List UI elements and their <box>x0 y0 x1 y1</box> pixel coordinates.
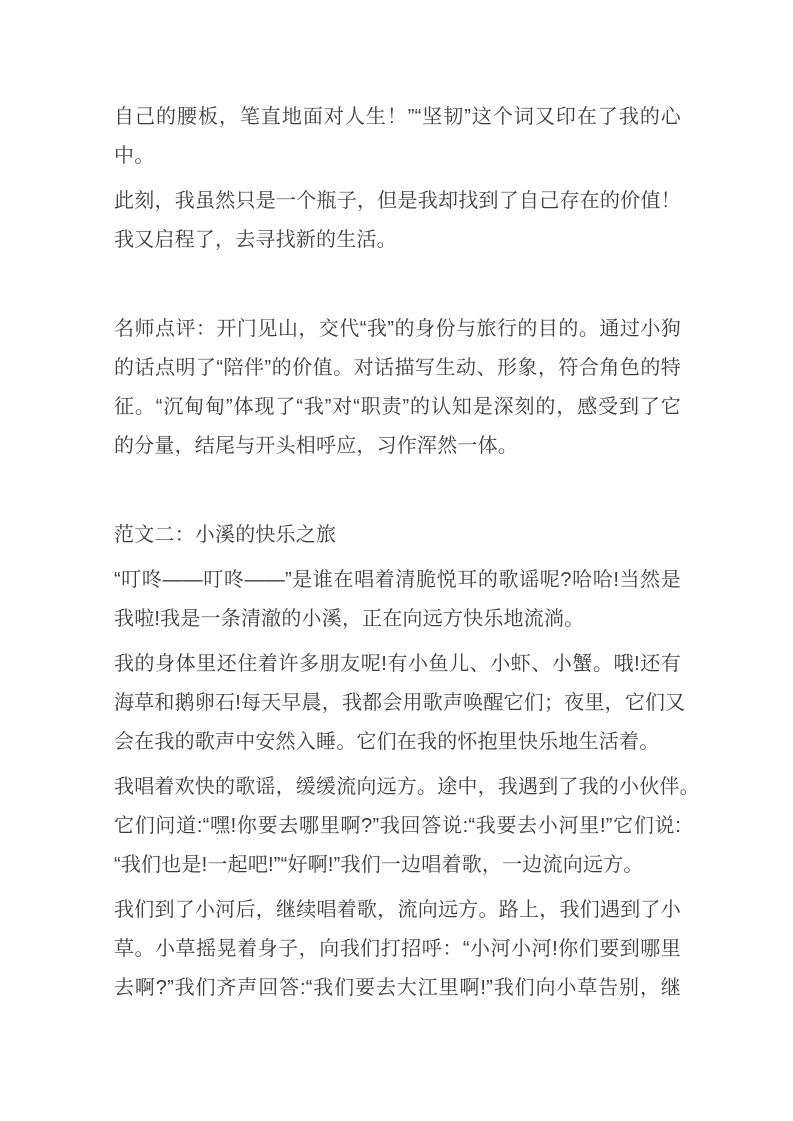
document-content <box>114 98 700 1014</box>
text-line: 去啊?”我们齐声回答:“我们要去大江里啊!”我们向小草告别，继 <box>114 977 681 999</box>
section-gap <box>114 266 681 310</box>
text-line: 它们问道:“嘿!你要去哪里啊?”我回答说:“我要去小河里!”它们说: <box>114 815 681 837</box>
essay2-river-grass <box>114 891 681 1008</box>
text-line: 范文二：小溪的快乐之旅 <box>114 524 337 546</box>
text-line: “我们也是!一起吧!”“好啊!”我们一边唱着歌，一边流向远方。 <box>114 854 644 876</box>
text-line: 我又启程了，去寻找新的生活。 <box>114 229 397 251</box>
text-line: 我的身体里还住着许多朋友呢!有小鱼儿、小虾、小蟹。哦!还有 <box>114 653 681 675</box>
essay1-body-continued <box>114 98 681 176</box>
section-gap <box>114 472 681 516</box>
essay2-companions <box>114 768 700 885</box>
text-line: 我们到了小河后，继续唱着歌，流向远方。路上，我们遇到了小 <box>114 899 681 921</box>
text-line: 草。小草摇晃着身子，向我们打招呼：“小河小河!你们要到哪里 <box>114 938 681 960</box>
text-line: 自己的腰板，笔直地面对人生！”“坚韧”这个词又印在了我的心 <box>114 106 681 128</box>
text-line: 海草和鹅卵石!每天早晨，我都会用歌声唤醒它们；夜里，它们又 <box>114 692 686 714</box>
text-line: 的话点明了“陪伴”的价值。对话描写生动、形象，符合角色的特 <box>114 357 681 379</box>
text-line: 会在我的歌声中安然入睡。它们在我的怀抱里快乐地生活着。 <box>114 731 660 753</box>
text-line: 征。“沉甸甸”体现了“我”对“职责”的认知是深刻的，感受到了它 <box>114 396 681 418</box>
text-line: 中。 <box>114 145 155 167</box>
text-line: “叮咚——叮咚——”是谁在唱着清脆悦耳的歌谣呢?哈哈!当然是 <box>114 569 681 591</box>
text-line: 我唱着欢快的歌谣，缓缓流向远方。途中，我遇到了我的小伙伴。 <box>114 776 700 798</box>
text-line: 此刻，我虽然只是一个瓶子，但是我却找到了自己存在的价值！ <box>114 190 681 212</box>
essay2-opening <box>114 561 681 639</box>
essay2-friends <box>114 645 686 762</box>
teacher-comment <box>114 310 681 466</box>
text-line: 的分量，结尾与开头相呼应，习作浑然一体。 <box>114 435 518 457</box>
text-line: 名师点评：开门见山，交代“我”的身份与旅行的目的。通过小狗 <box>114 318 681 340</box>
essay2-title <box>114 516 681 555</box>
essay1-conclusion <box>114 182 681 260</box>
text-line: 我啦!我是一条清澈的小溪，正在向远方快乐地流淌。 <box>114 608 585 630</box>
